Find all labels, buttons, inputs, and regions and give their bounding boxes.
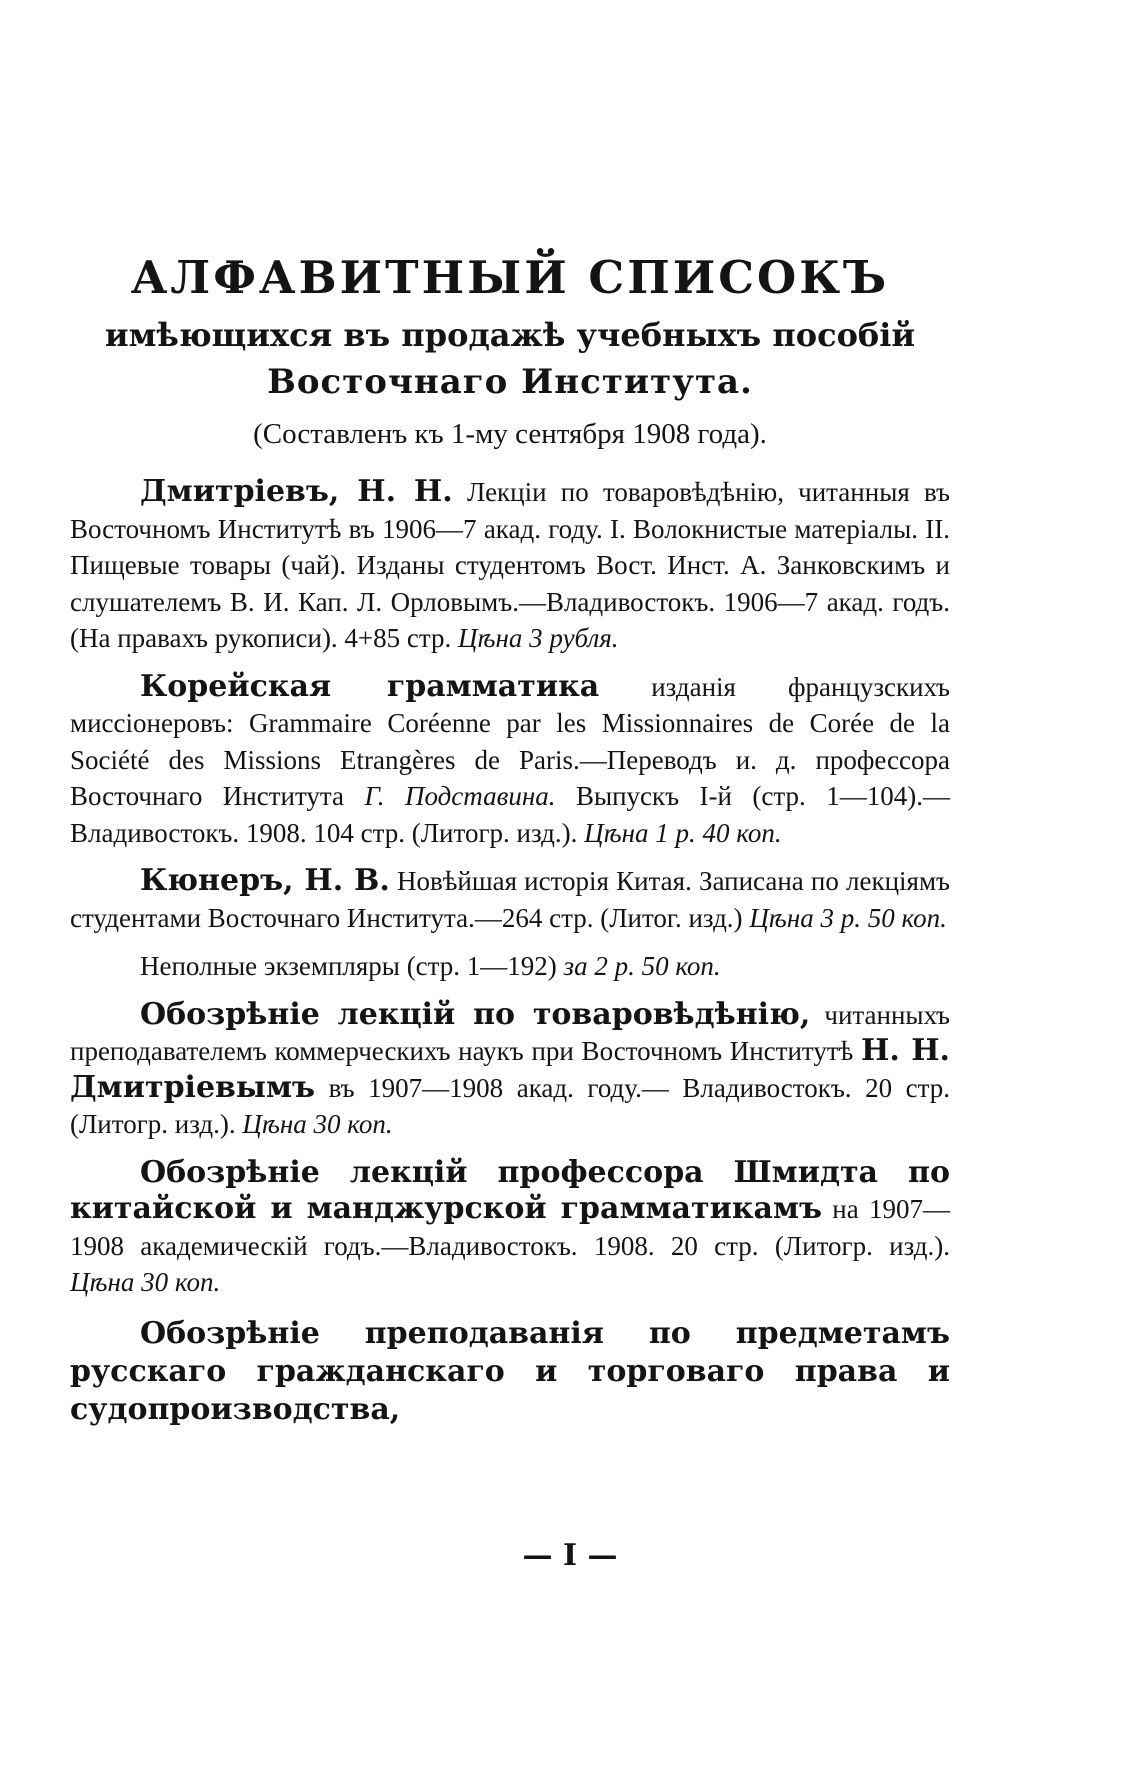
entry-body: Новѣйшая исторія Китая. Записана по лекціямъ студентами Восточнаго Института.—264 стр. (Литог. изд.) [70, 866, 951, 933]
entry-body-continued: въ 1907—1908 акад. году.— Владивостокъ. 20 стр. (Литогр. изд.). [70, 1072, 950, 1139]
page-subtitle: имѣющихся въ продажѣ учебныхъ пособій [104, 316, 916, 354]
entry-lecturer: Н. Н. Дмитріевымъ [70, 1033, 950, 1105]
institution-name: Восточнаго Института. [267, 362, 753, 402]
entry-heading: Дмитріевъ, Н. Н. [140, 474, 453, 509]
entry-price: Цѣна 1 р. 40 коп. [584, 817, 782, 848]
entry-body: изданія французскихъ миссіонеровъ: Grammaire Coréenne par les Missionnaires de Corée de la Société des Missions Etrangères de Paris.—Переводъ и. д. профессора Восточнаго Института [70, 671, 950, 811]
entry-body: Лекціи по товаровѣдѣнію, читанныя въ Восточномъ Институтѣ въ 1906—7 акад. году. I. Волокнистые матеріалы. II. Пищевые товары (чай). Изданы студентомъ Вост. Инст. А. Занковскимъ и слушателемъ В. И. Кап. Л. Орловымъ.—Владивостокъ. 1906—7 акад. годъ. (На правахъ рукописи). 4+85 стр. [70, 477, 950, 653]
entry-heading: Обозрѣніе лекцій профессора Шмидта по китайской и манджурской грамматикамъ [70, 1154, 950, 1226]
entry-heading: Кюнеръ, Н. В. [140, 863, 390, 898]
entry-price: Цѣна 30 коп. [242, 1109, 393, 1139]
page-number: — I — [522, 1538, 618, 1573]
entry-price: Цѣна 3 р. 50 коп. [749, 902, 947, 933]
catalog-entry-kuner [70, 863, 950, 936]
entry-heading: Обозрѣніе лекцій по товаровѣдѣнію, [140, 996, 811, 1032]
note-price: за 2 р. 50 коп. [563, 951, 721, 981]
document-page [70, 250, 950, 1429]
page-title: АЛФАВИТНЫЙ СПИСОКЪ [130, 251, 890, 304]
entry-price: Цѣна 30 коп. [70, 1267, 221, 1297]
compiled-date: (Составленъ къ 1-му сентября 1908 года). [253, 418, 767, 450]
entry-body: читанныхъ преподавателемъ коммерческихъ наукъ при Восточномъ Институтѣ [70, 999, 950, 1066]
entry-translator: Г. Подставина. [364, 781, 556, 811]
catalog-entry-dmitriev [70, 474, 950, 657]
catalog-entry-korean-grammar [70, 669, 950, 852]
entry-body-continued: Выпускъ I-й (стр. 1—104).—Владивостокъ. 1908. 104 стр. (Литогр. изд.). [70, 781, 950, 848]
catalog-entry-law-teaching [70, 1315, 950, 1429]
entry-heading: Обозрѣніе преподаванія по предметамъ русскаго гражданскаго и торговаго права и судопроизводства, [70, 1315, 950, 1427]
entry-heading: Корейская грамматика [140, 668, 600, 704]
entry-body: на 1907—1908 академическій годъ.—Владивостокъ. 1908. 20 стр. (Литогр. изд.). [70, 1194, 951, 1261]
incomplete-copies-note [70, 948, 950, 985]
catalog-entry-schmidt-lectures [70, 1155, 950, 1301]
catalog-entry-commodity-lectures [70, 997, 950, 1143]
entry-price: Цѣна 3 рубля. [458, 623, 619, 653]
note-body: Неполные экземпляры (стр. 1—192) [140, 951, 564, 981]
